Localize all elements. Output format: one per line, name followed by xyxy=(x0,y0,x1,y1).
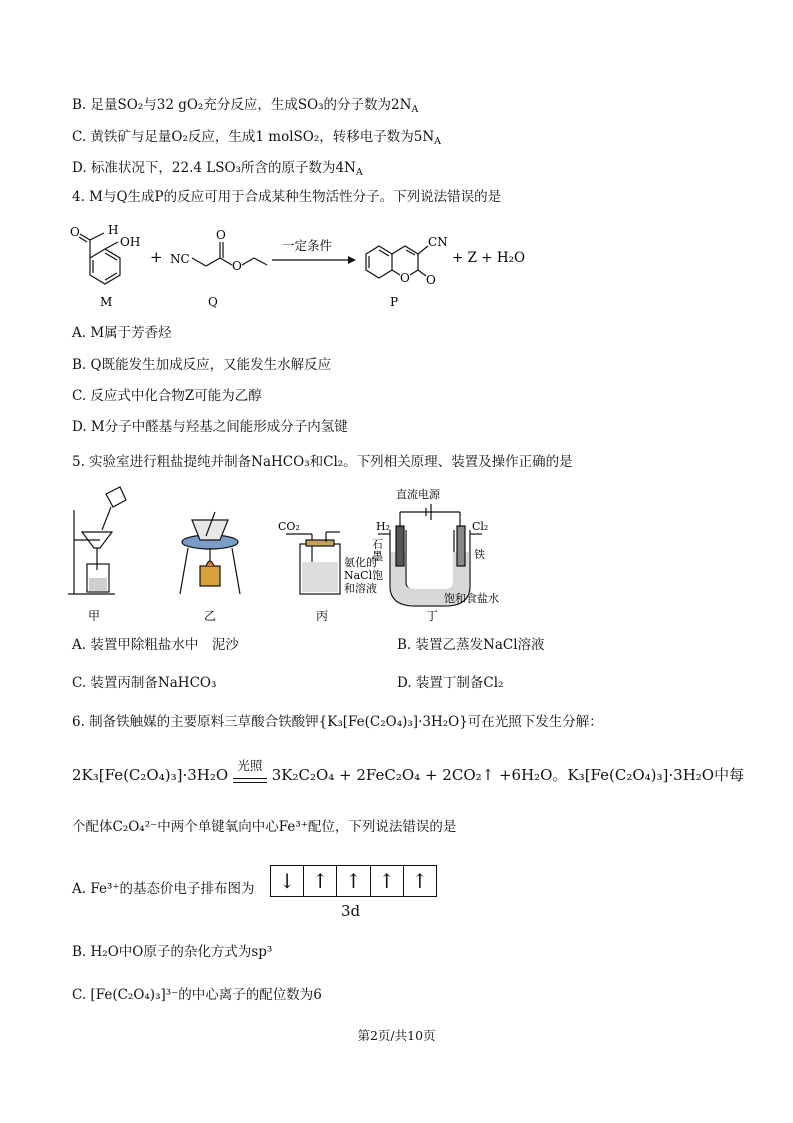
q3-option-d: D. 标准状况下，22.4 LSO₃所含的原子数为$4N_A$ xyxy=(72,160,363,178)
apparatus-bing xyxy=(286,532,340,594)
orbital-box: ↑ xyxy=(337,866,370,896)
orbital-label: 3d xyxy=(341,902,361,920)
q5-apparatus-figure xyxy=(60,482,530,627)
products-rest: + Z + H₂O xyxy=(452,250,526,266)
q4-reaction-scheme xyxy=(60,218,580,310)
label-jia: 甲 xyxy=(88,609,101,623)
q-atom-o-carbonyl: O xyxy=(216,228,226,242)
equation-condition: 光照 xyxy=(237,757,263,773)
p-atom-cn: CN xyxy=(428,235,448,249)
q4-option-d: D. M分子中醛基与羟基之间能形成分子内氢键 xyxy=(72,419,348,435)
q6-option-c: C. [Fe(C₂O₄)₃]³⁻的中心离子的配位数为6 xyxy=(72,987,322,1003)
q6-stem-continued: 个配体C₂O₄²⁻中两个单键氧向中心Fe³⁺配位，下列说法错误的是 xyxy=(72,819,457,835)
m-atom-o: O xyxy=(70,225,80,239)
bing-co2-label: CO₂ xyxy=(278,520,300,533)
ding-h2-label: H₂ xyxy=(376,520,391,533)
q4-stem: 4. M与Q生成P的反应可用于合成某种生物活性分子。下列说法错误的是 xyxy=(72,189,502,205)
orbital-box: ↑ xyxy=(411,869,429,893)
ding-graphite-label-2: 墨 xyxy=(372,550,383,563)
label-bing: 丙 xyxy=(316,609,329,623)
p-atom-o-carbonyl: O xyxy=(426,273,436,287)
orbital-box: ↓ xyxy=(271,866,304,896)
ding-power-label: 直流电源 xyxy=(396,488,440,501)
q5-option-a: A. 装置甲除粗盐水中 泥沙 xyxy=(72,637,239,653)
q4-option-a: A. M属于芳香烃 xyxy=(72,325,172,341)
reaction-condition: 一定条件 xyxy=(282,238,333,253)
q3-option-c: C. 黄铁矿与足量O₂反应，生成1 molSO₂，转移电子数为$5N_A$ xyxy=(72,129,442,147)
ding-cl2-label: Cl₂ xyxy=(472,520,489,533)
ding-brine-label: 饱和食盐水 xyxy=(444,592,499,605)
molecule-m xyxy=(79,233,120,284)
label-m: M xyxy=(100,295,113,309)
plus-sign-1: + xyxy=(150,248,163,266)
q4-option-c: C. 反应式中化合物Z可能为乙醇 xyxy=(72,388,262,404)
q3-option-b: B. 足量SO₂与32 gO₂充分反应，生成SO₃的分子数为$2N_A$ xyxy=(72,97,419,115)
q5-option-b: B. 装置乙蒸发NaCl溶液 xyxy=(397,637,545,653)
molecule-q xyxy=(192,242,267,266)
q5-option-c: C. 装置丙制备NaHCO₃ xyxy=(72,675,217,691)
label-yi: 乙 xyxy=(204,609,217,623)
orbital-box: ↑ xyxy=(371,866,404,896)
m-atom-h: H xyxy=(108,223,119,237)
ding-iron-label: 铁 xyxy=(474,548,485,561)
bing-text-line2: NaCl饱 xyxy=(344,569,384,582)
q-atom-nc: NC xyxy=(170,252,190,266)
bing-text-line3: 和溶液 xyxy=(344,582,377,595)
apparatus-jia xyxy=(68,487,126,594)
orbital-diagram xyxy=(270,865,437,897)
q6-equation xyxy=(72,757,745,785)
q-atom-o-ester: O xyxy=(232,259,242,273)
q6-option-a: A. Fe³⁺的基态价电子排布图为 xyxy=(72,881,255,897)
bing-text-line1: 氨化的 xyxy=(344,556,377,569)
label-ding: 丁 xyxy=(426,609,439,623)
apparatus-yi xyxy=(180,512,240,594)
p-atom-o-ring: O xyxy=(400,271,410,285)
q6-option-b: B. H₂O中O原子的杂化方式为sp³ xyxy=(72,944,273,960)
ding-graphite-label-1: 石 xyxy=(372,538,383,551)
m-atom-oh: OH xyxy=(120,235,141,249)
equation-rhs: 3K₂C₂O₄ + 2FeC₂O₄ + 2CO₂↑ +6H₂O。K₃[Fe(C₂O₄)₃]·3H₂O中每 xyxy=(271,766,745,784)
label-p: P xyxy=(390,295,399,309)
orbital-box: ↑ xyxy=(304,866,337,896)
equation-lhs: 2K₃[Fe(C₂O₄)₃]·3H₂O xyxy=(72,766,229,784)
q5-option-d: D. 装置丁制备Cl₂ xyxy=(397,675,504,691)
q6-stem: 6. 制备铁触媒的主要原料三草酸合铁酸钾{K₃[Fe(C₂O₄)₃]·3H₂O}可在光照下发生分解： xyxy=(72,714,603,730)
molecule-p xyxy=(366,246,428,278)
equation-arrow xyxy=(233,757,267,783)
q4-option-b: B. Q既能发生加成反应，又能发生水解反应 xyxy=(72,357,332,373)
page-footer: 第2页/共10页 xyxy=(357,1028,436,1043)
apparatus-ding xyxy=(378,504,482,606)
label-q: Q xyxy=(208,295,218,309)
q5-stem: 5. 实验室进行粗盐提纯并制备NaHCO₃和Cl₂。下列相关原理、装置及操作正确的是 xyxy=(72,454,573,470)
